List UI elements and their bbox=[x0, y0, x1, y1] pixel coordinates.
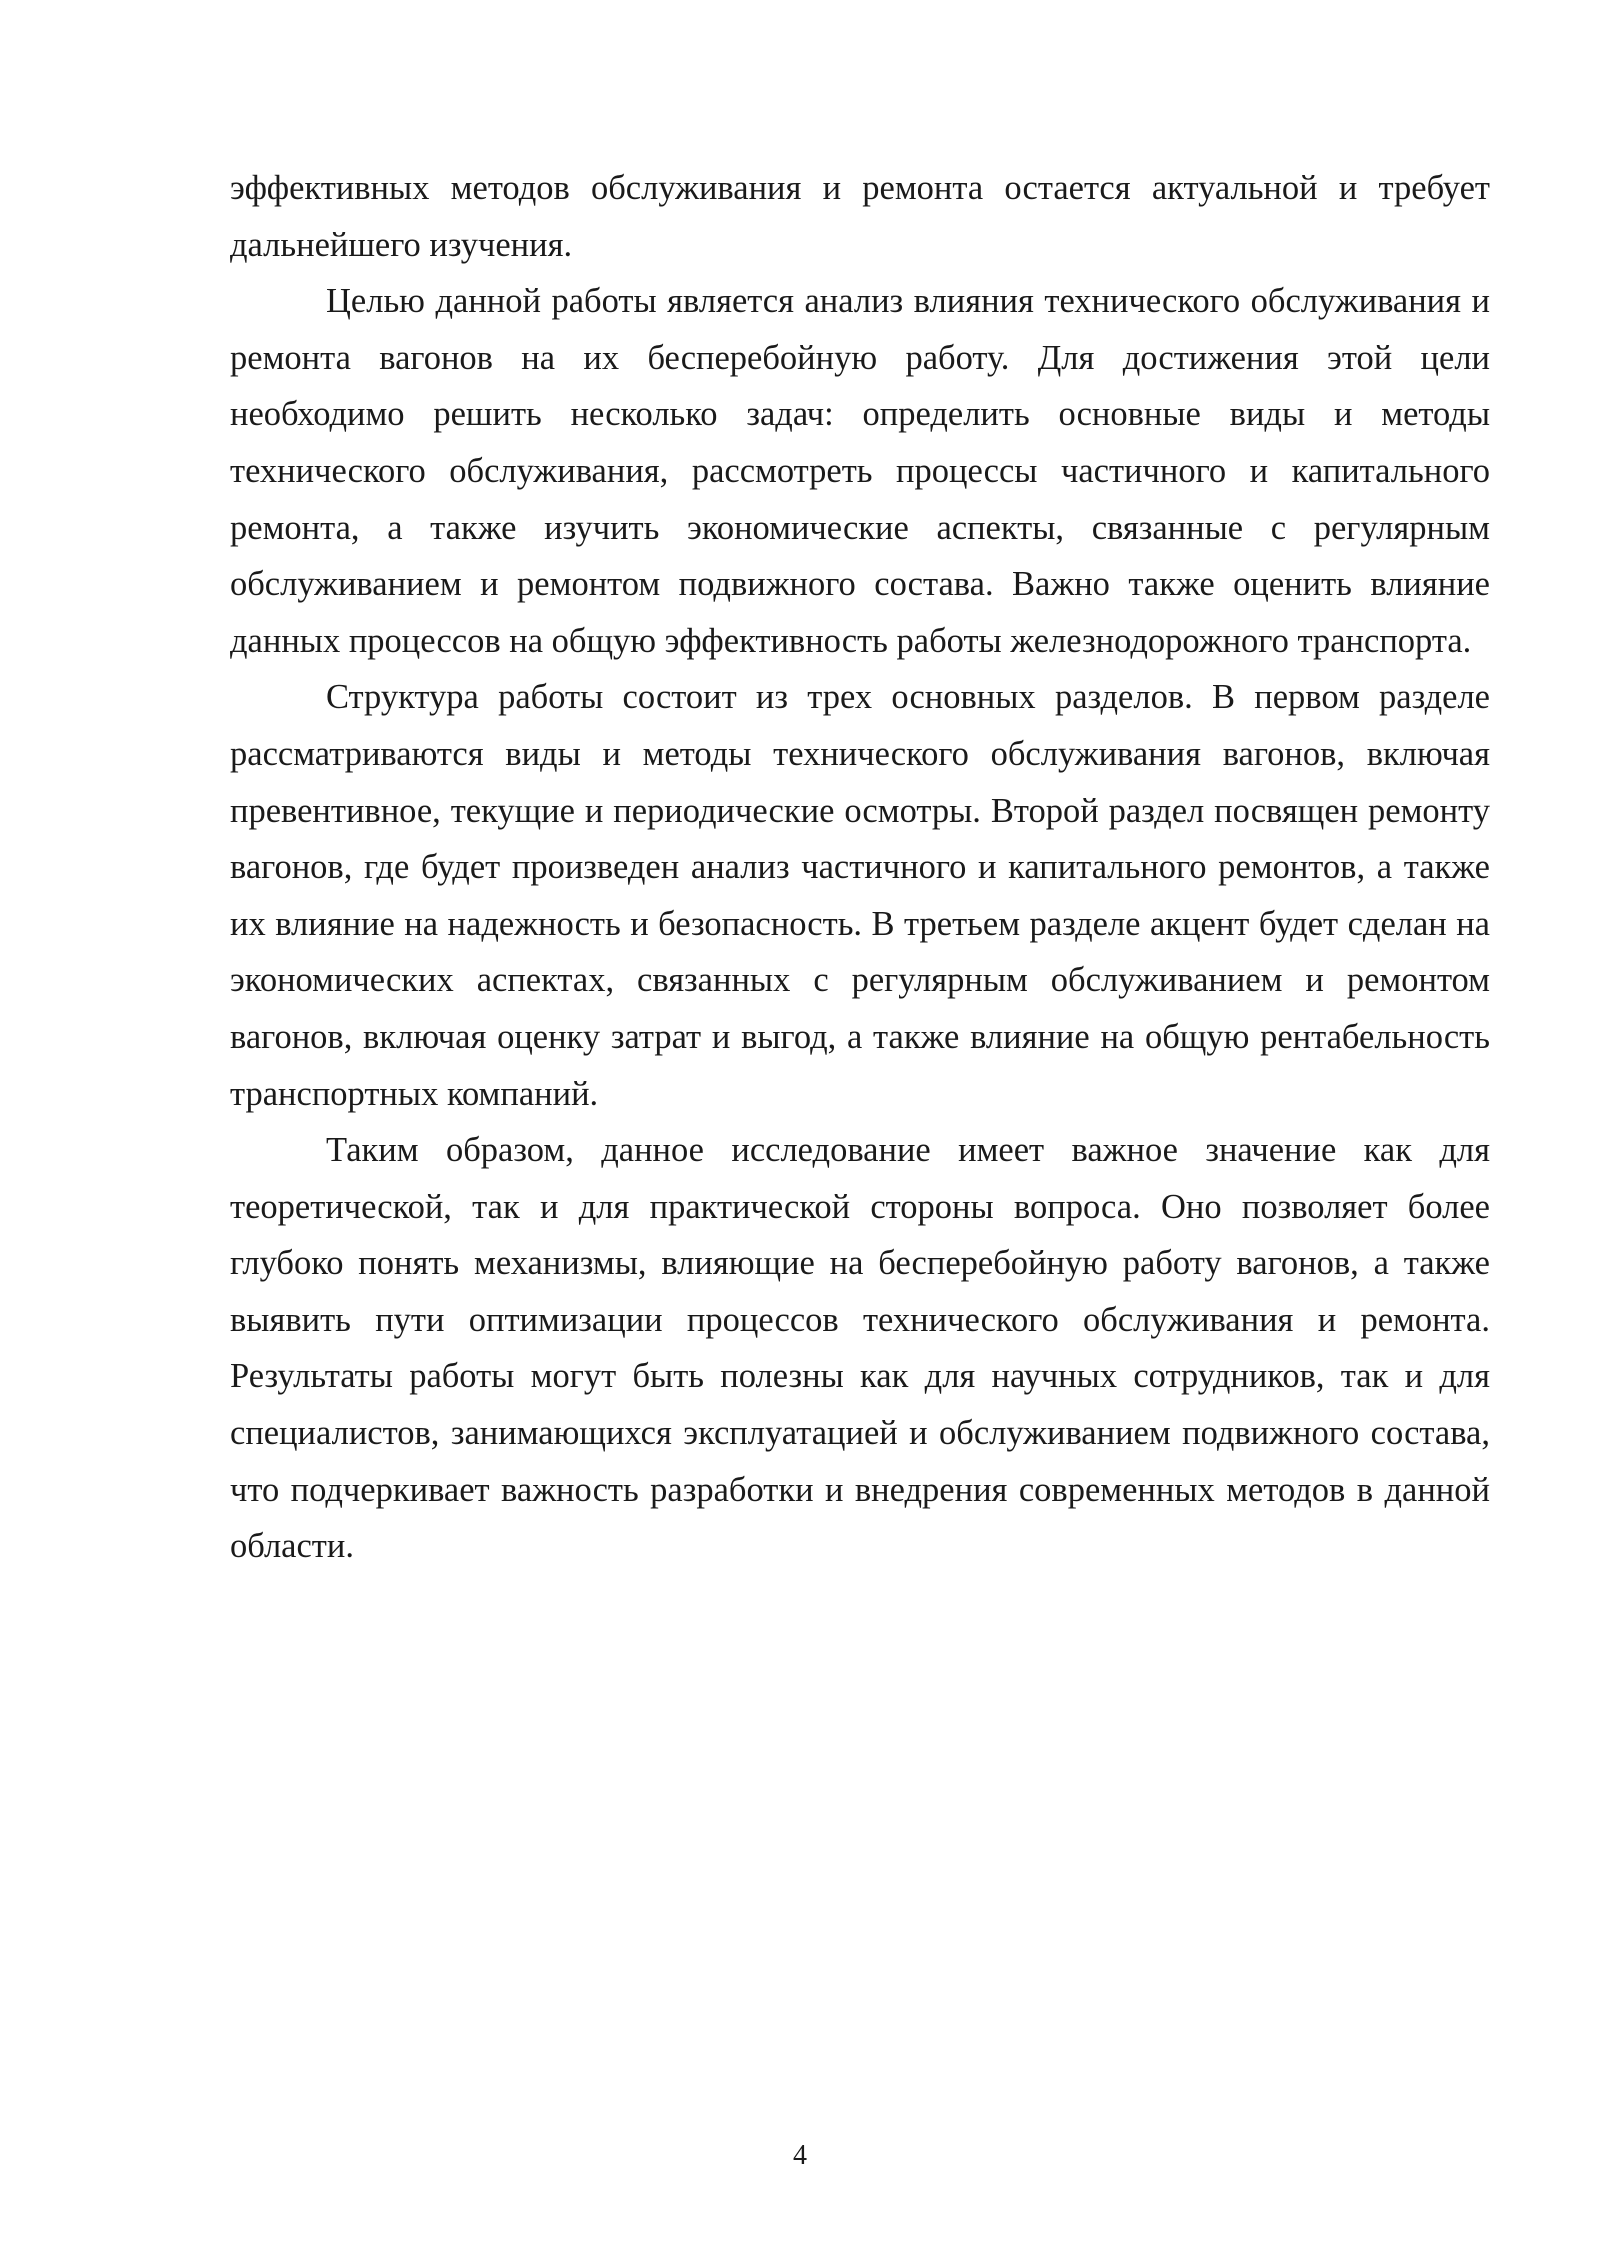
paragraph-continuation: эффективных методов обслуживания и ремонта остается актуальной и требует дальнейшего изучения. bbox=[230, 169, 1490, 264]
paragraph-conclusion: Таким образом, данное исследование имеет важное значение как для теоретической, так и для практической стороны вопроса. Оно позволяет более глубоко понять механизмы, влияющие на бесперебойную работу вагонов, а также выявить пути оптимизации процессов технического обслуживания и ремонта. Результаты работы могут быть полезны как для научных сотрудников, так и для специалистов, занимающихся эксплуатацией и обслуживанием подвижного состава, что подчеркивает важность разработки и внедрения современных методов в данной области. bbox=[230, 1131, 1490, 1566]
paragraph-goal: Целью данной работы является анализ влияния технического обслуживания и ремонта вагонов на их бесперебойную работу. Для достижения этой цели необходимо решить несколько задач: определить основные виды и методы технического обслуживания, рассмотреть процессы частичного и капитального ремонта, а также изучить экономические аспекты, связанные с регулярным обслуживанием и ремонтом подвижного состава. Важно также оценить влияние данных процессов на общую эффективность работы железнодорожного транспорта. bbox=[230, 282, 1490, 660]
body-text bbox=[230, 160, 1490, 1575]
page-number: 4 bbox=[793, 2140, 807, 2171]
paragraph-structure: Структура работы состоит из трех основных разделов. В первом разделе рассматриваются виды и методы технического обслуживания вагонов, включая превентивное, текущие и периодические осмотры. Второй раздел посвящен ремонту вагонов, где будет произведен анализ частичного и капитального ремонтов, а также их влияние на надежность и безопасность. В третьем разделе акцент будет сделан на экономических аспектах, связанных с регулярным обслуживанием и ремонтом вагонов, включая оценку затрат и выгод, а также влияние на общую рентабельность транспортных компаний. bbox=[230, 678, 1490, 1113]
